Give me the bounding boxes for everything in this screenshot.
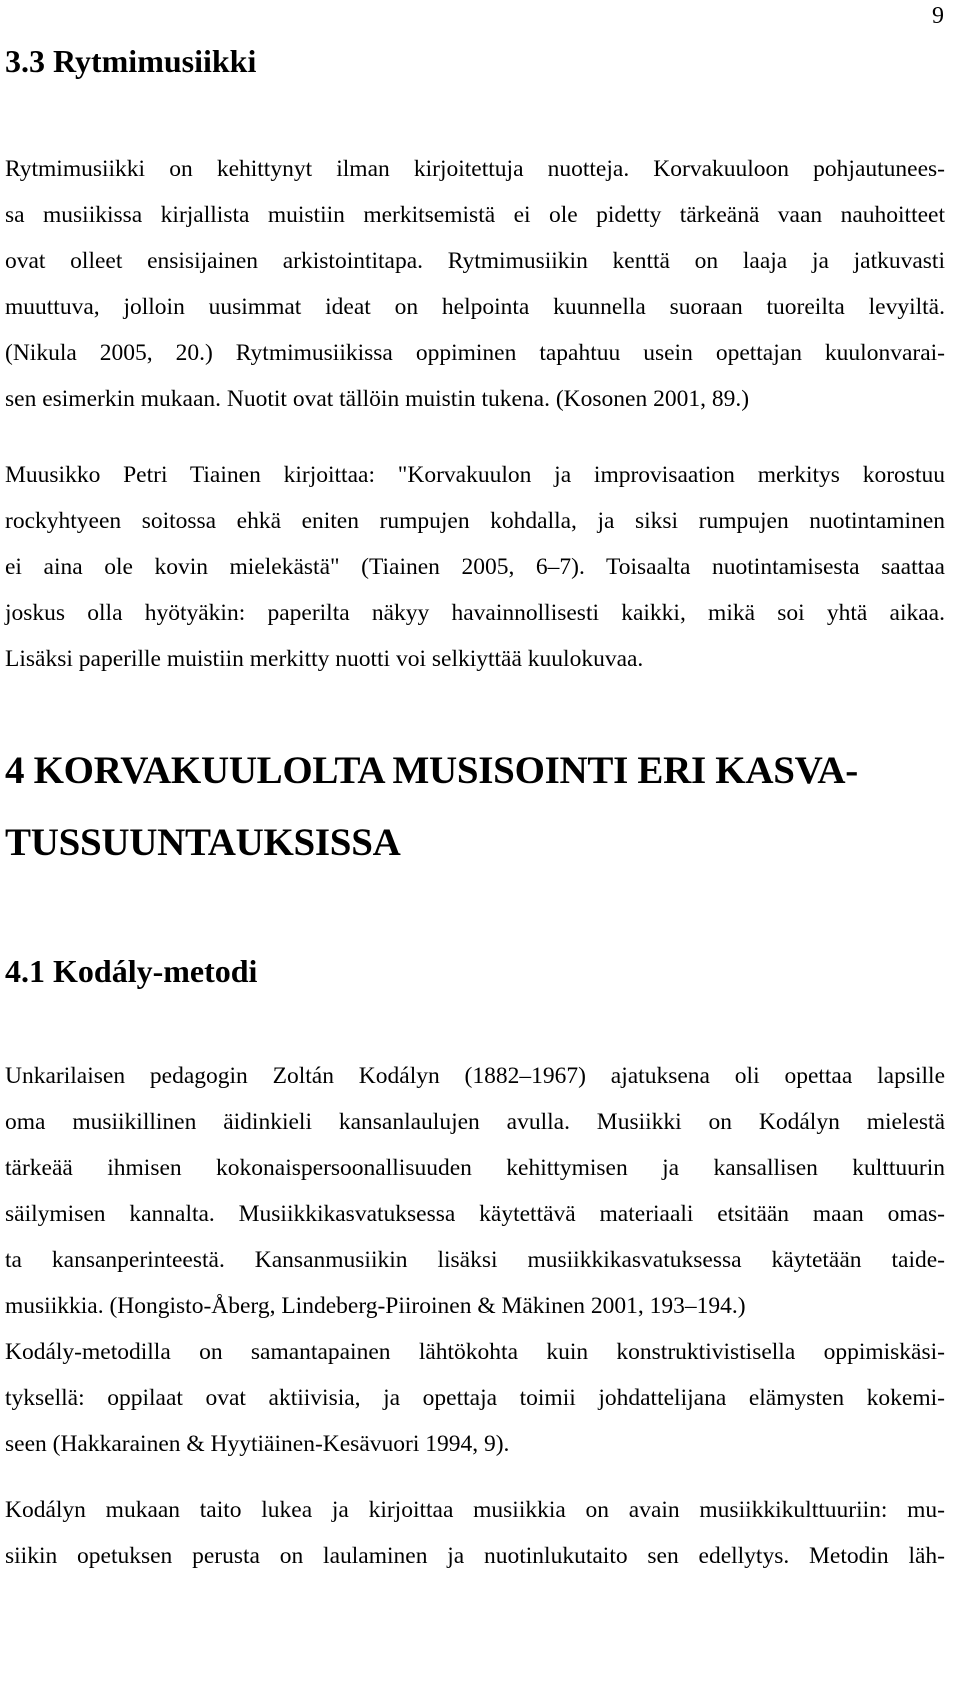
paragraph-line: Unkarilaisen pedagogin Zoltán Kodályn (1882–1967) ajatuksena oli opettaa lapsille [5,1063,945,1089]
page-number: 9 [932,3,944,29]
paragraph-line: Lisäksi paperille muistiin merkitty nuotti voi selkiyttää kuulokuvaa. [5,646,644,672]
paragraph-line: Kodályn mukaan taito lukea ja kirjoittaa musiikkia on avain musiikkikulttuuriin: mu- [5,1497,945,1523]
paragraph-line: musiikkia. (Hongisto-Åberg, Lindeberg-Piiroinen & Mäkinen 2001, 193–194.) [5,1293,746,1319]
section-heading-4-1: 4.1 Kodály-metodi [5,953,258,989]
paragraph-line: (Nikula 2005, 20.) Rytmimusiikissa oppiminen tapahtuu usein opettajan kuulonvarai- [5,340,945,366]
paragraph-kodaly-2 [5,1487,945,1579]
paragraph-line: tyksellä: oppilaat ovat aktiivisia, ja opettaja toimii johdattelijana elämysten kokemi- [5,1385,945,1411]
paragraph-line: joskus olla hyötyäkin: paperilta näkyy havainnollisesti kaikki, mikä soi yhtä aikaa. [5,600,945,626]
paragraph-line: ovat olleet ensisijainen arkistointitapa. Rytmimusiikin kenttä on laaja ja jatkuvasti [5,248,945,274]
paragraph-rytmimusiikki-2 [5,452,945,682]
paragraph-line: sen esimerkin mukaan. Nuotit ovat tällöin muistin tukena. (Kosonen 2001, 89.) [5,386,750,412]
paragraph-line: Kodály-metodilla on samantapainen lähtökohta kuin konstruktivistisella oppimiskäsi- [5,1339,945,1365]
paragraph-kodaly-1 [5,1053,945,1467]
chapter-heading-4 [5,735,945,879]
paragraph-line: ta kansanperinteestä. Kansanmusiikin lisäksi musiikkikasvatuksessa käytetään taide- [5,1247,945,1273]
paragraph-line: tärkeää ihmisen kokonaispersoonallisuuden kehittymisen ja kansallisen kulttuurin [5,1155,945,1181]
paragraph-line: Rytmimusiikki on kehittynyt ilman kirjoitettuja nuotteja. Korvakuuloon pohjautunees- [5,156,945,182]
section-heading-3-3: 3.3 Rytmimusiikki [5,43,257,79]
paragraph-line: Muusikko Petri Tiainen kirjoittaa: "Korvakuulon ja improvisaation merkitys korostuu [5,462,945,488]
paragraph-line: seen (Hakkarainen & Hyytiäinen-Kesävuori 1994, 9). [5,1431,510,1457]
paragraph-line: ei aina ole kovin mielekästä" (Tiainen 2005, 6–7). Toisaalta nuotintamisesta saattaa [5,554,945,580]
paragraph-line: oma musiikillinen äidinkieli kansanlaulujen avulla. Musiikki on Kodályn mielestä [5,1109,945,1135]
paragraph-line: muuttuva, jolloin uusimmat ideat on helpointa kuunnella suoraan tuoreilta levyiltä. [5,294,945,320]
chapter-heading-line: 4 KORVAKUULOLTA MUSISOINTI ERI KASVA- [5,749,858,792]
paragraph-line: sa musiikissa kirjallista muistiin merkitsemistä ei ole pidetty tärkeänä vaan nauhoitteet [5,202,945,228]
paragraph-line: rockyhtyeen soitossa ehkä eniten rumpujen kohdalla, ja siksi rumpujen nuotintaminen [5,508,945,534]
paragraph-line: siikin opetuksen perusta on laulaminen ja nuotinlukutaito sen edellytys. Metodin läh- [5,1543,945,1569]
paragraph-rytmimusiikki-1 [5,146,945,422]
paragraph-line: säilymisen kannalta. Musiikkikasvatuksessa käytettävä materiaali etsitään maan omas- [5,1201,945,1227]
chapter-heading-line: TUSSUUNTAUKSISSA [5,821,401,864]
